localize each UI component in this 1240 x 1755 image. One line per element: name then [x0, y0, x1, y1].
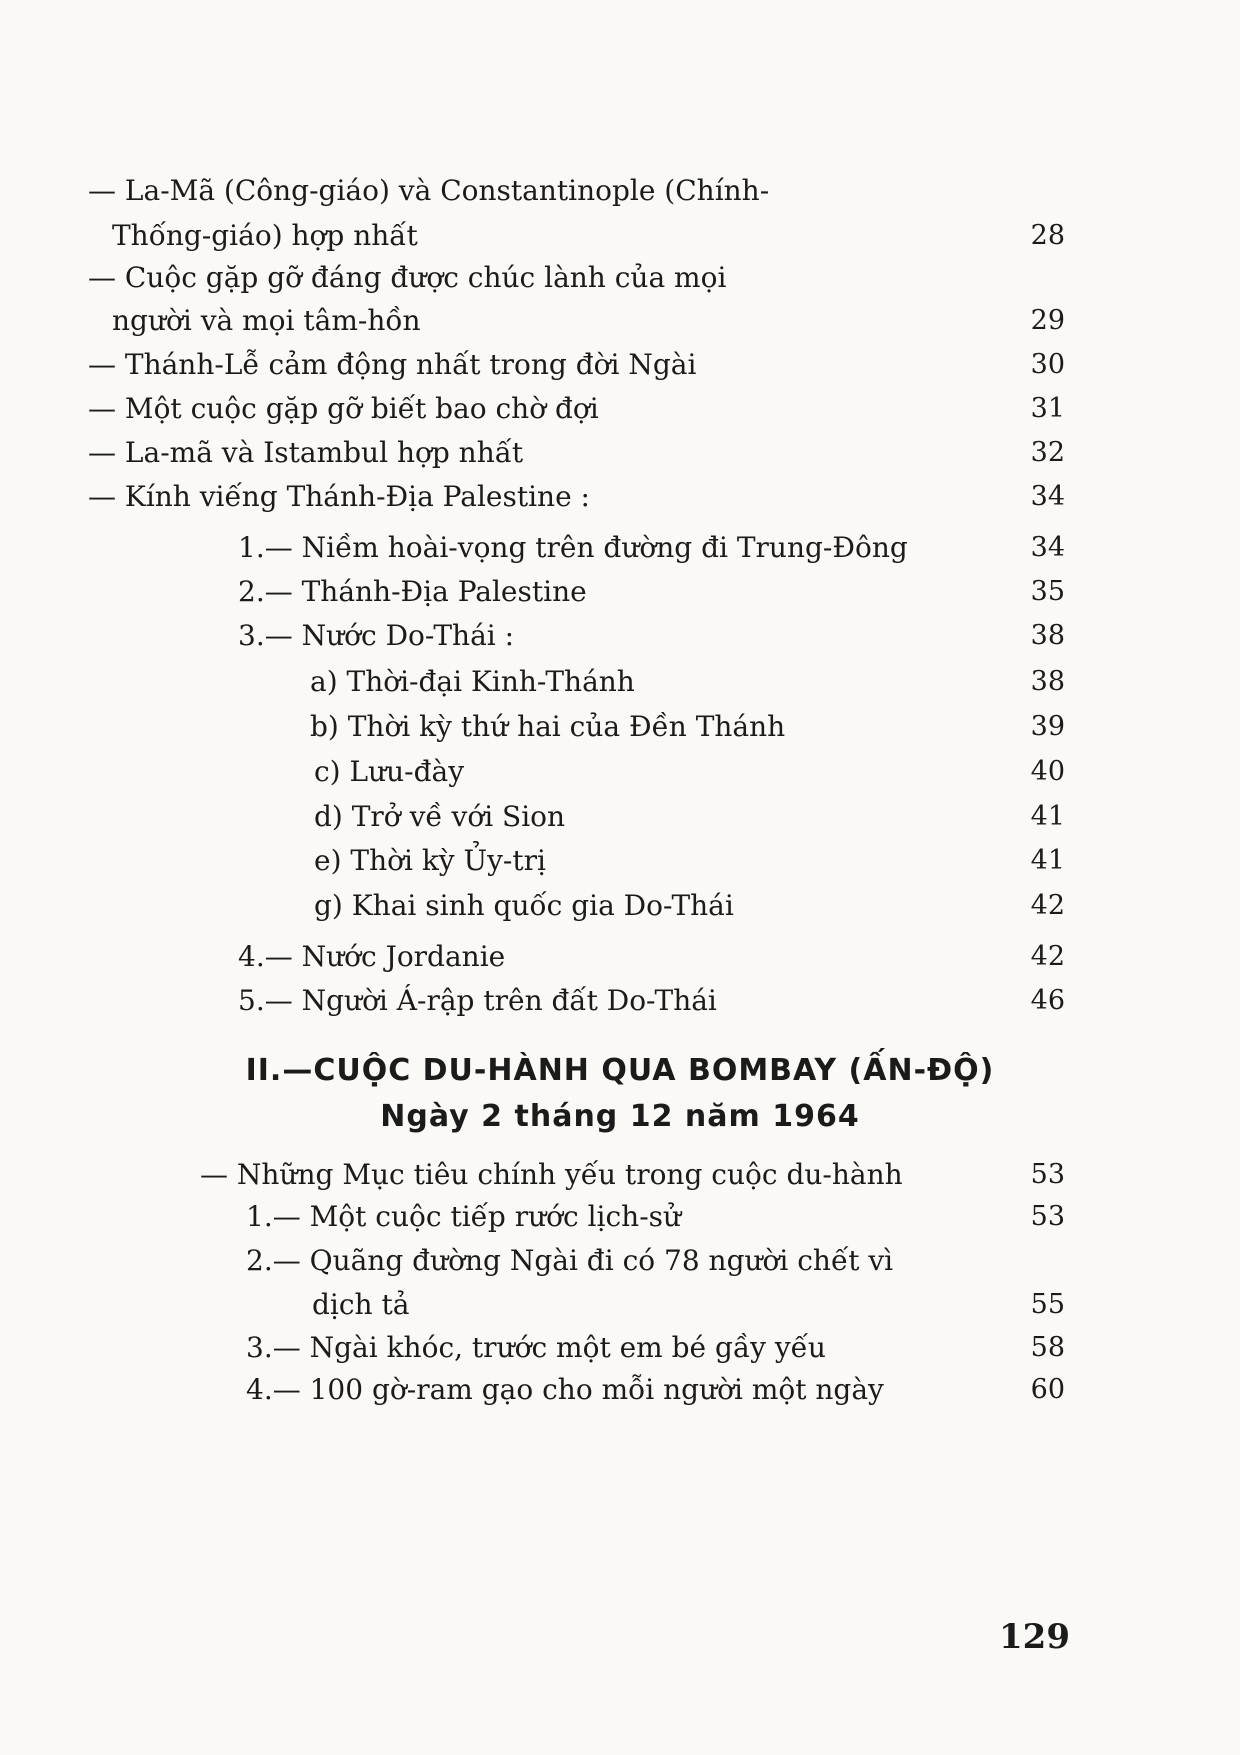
toc-entry-page: 58: [1030, 1332, 1065, 1363]
toc-entry-text: g) Khai sinh quốc gia Do-Thái: [314, 889, 734, 922]
toc-entry-page: 53: [1030, 1159, 1065, 1190]
toc-entry-page: 60: [1030, 1374, 1065, 1405]
toc-entry-text: 1.— Một cuộc tiếp rước lịch-sử: [246, 1200, 682, 1233]
toc-entry-page: 53: [1030, 1201, 1065, 1232]
toc-entry-text: người và mọi tâm-hồn: [112, 304, 421, 337]
toc-entry-page: 34: [1030, 532, 1065, 563]
toc-entry-text: 3.— Ngài khóc, trước một em bé gầy yếu: [246, 1331, 826, 1364]
toc-entry-page: 29: [1030, 305, 1065, 336]
toc-entry-text: — Những Mục tiêu chính yếu trong cuộc du-hành: [200, 1158, 903, 1191]
toc-entry-text: — Kính viếng Thánh-Địa Palestine :: [88, 480, 590, 513]
toc-entry-page: 46: [1030, 985, 1065, 1016]
toc-entry-page: 55: [1030, 1289, 1065, 1320]
toc-entry-page: 30: [1030, 349, 1065, 380]
toc-entry-page: 42: [1030, 941, 1065, 972]
toc-entry-text: — La-Mã (Công-giáo) và Constantinople (Chính-: [88, 174, 770, 207]
toc-entry-page: 38: [1030, 620, 1065, 651]
toc-entry-page: 42: [1030, 890, 1065, 921]
toc-entry-text: — La-mã và Istambul hợp nhất: [88, 436, 524, 469]
toc-entry-text: Thống-giáo) hợp nhất: [112, 219, 418, 252]
toc-entry-text: d) Trở về với Sion: [314, 800, 566, 833]
toc-entry-text: — Một cuộc gặp gỡ biết bao chờ đợi: [88, 392, 599, 425]
toc-entry-text: — Thánh-Lễ cảm động nhất trong đời Ngài: [88, 348, 697, 381]
toc-entry-text: 2.— Thánh-Địa Palestine: [238, 575, 587, 608]
toc-entry-text: — Cuộc gặp gỡ đáng được chúc lành của mọi: [88, 261, 727, 294]
toc-entry-page: 28: [1030, 220, 1065, 251]
toc-entry-text: c) Lưu-đày: [314, 755, 465, 788]
toc-entry-text: a) Thời-đại Kinh-Thánh: [310, 665, 635, 698]
toc-entry-page: 41: [1030, 845, 1065, 876]
toc-entry-text: e) Thời kỳ Ủy-trị: [314, 844, 546, 877]
toc-entry-text: 4.— Nước Jordanie: [238, 940, 506, 973]
toc-entry-page: 34: [1030, 481, 1065, 512]
toc-entry-text: dịch tả: [312, 1288, 410, 1321]
section-date: Ngày 2 tháng 12 năm 1964: [380, 1099, 860, 1134]
toc-entry-text: b) Thời kỳ thứ hai của Đền Thánh: [310, 710, 786, 743]
toc-entry-text: 4.— 100 gờ-ram gạo cho mỗi người một ngày: [246, 1373, 884, 1406]
toc-entry-text: 2.— Quãng đường Ngài đi có 78 người chết vì: [246, 1244, 894, 1277]
toc-entry-page: 35: [1030, 576, 1065, 607]
toc-entry-text: 1.— Niềm hoài-vọng trên đường đi Trung-Đông: [238, 531, 908, 564]
toc-entry-page: 41: [1030, 801, 1065, 832]
toc-entry-text: 5.— Người Á-rập trên đất Do-Thái: [238, 984, 717, 1017]
section-title: II.—CUỘC DU-HÀNH QUA BOMBAY (ẤN-ĐỘ): [245, 1053, 995, 1088]
toc-entry-page: 32: [1030, 437, 1065, 468]
page-number: 129: [999, 1617, 1070, 1657]
toc-entry-page: 39: [1030, 711, 1065, 742]
toc-entry-page: 31: [1030, 393, 1065, 424]
toc-entry-text: 3.— Nước Do-Thái :: [238, 619, 515, 652]
toc-entry-page: 38: [1030, 666, 1065, 697]
toc-entry-page: 40: [1030, 756, 1065, 787]
